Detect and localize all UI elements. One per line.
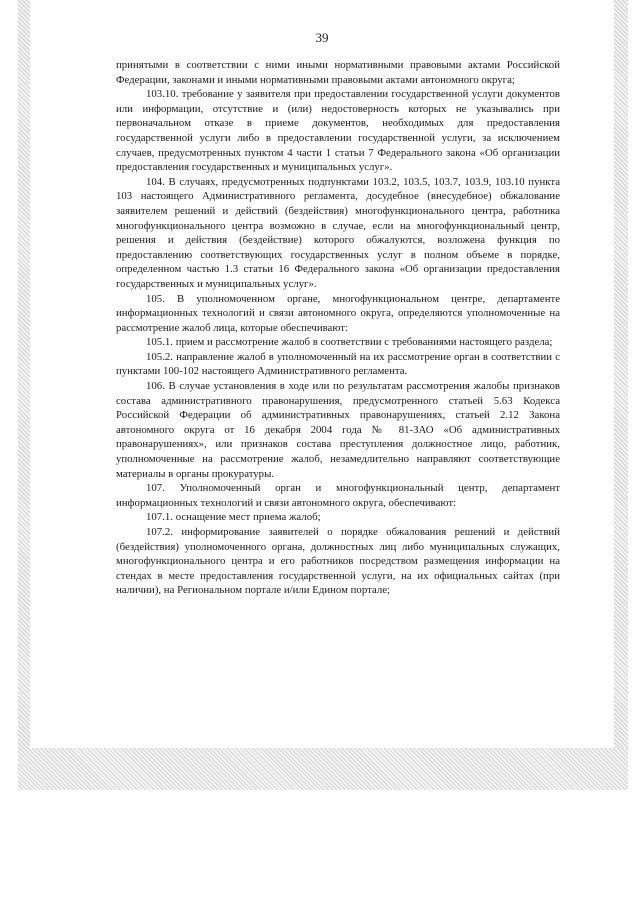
document-body [116, 58, 560, 598]
page-number: 39 [315, 30, 329, 45]
paragraph: принятыми в соответствии с ними иными нормативными правовыми актами Российской Федерации, законами и иными нормативными правовыми актами автономного округа; [116, 59, 560, 86]
paragraph: 105.1. прием и рассмотрение жалоб в соответствии с требованиями настоящего раздела; [146, 336, 553, 349]
document-page [30, 0, 614, 748]
paragraph: 107.1. оснащение мест приема жалоб; [146, 511, 321, 524]
paragraph: 106. В случае установления в ходе или по результатам рассмотрения жалобы признаков состава административного правонарушения, предусмотренного статьей 5.63 Кодекса Российской Федерации об административных правонарушениях, статьей 2.12 Закона автономного округа от 16 декабря 2004 года № 81-ЗАО «Об административных правонарушениях», или признаков состава преступления должностное лицо, работник, уполномоченные на рассмотрение жалоб, незамедлительно направляют соответствующие материалы в органы прокуратуры. [116, 380, 560, 480]
paragraph: 105. В уполномоченном органе, многофункциональном центре, департаменте информационных технологий и связи автономного округа, определяются уполномоченные на рассмотрение жалоб лица, которые обеспечивают: [116, 292, 560, 334]
scan-border-right [614, 0, 628, 790]
paragraph: 105.2. направление жалоб в уполномоченный на их рассмотрение орган в соответствии с пунктами 100-102 настоящего Административного регламента. [116, 350, 560, 378]
scan-border-bottom [18, 748, 628, 790]
paragraph: 107.2. информирование заявителей о порядке обжалования решений и действий (бездействия) уполномоченного органа, должностных лиц либо муниципальных служащих, многофункционального центра и его работников посредством размещения информации на стендах в месте предоставления государственной услуги, на их официальных сайтах (при наличии), на Региональном портале и/или Едином портале; [116, 526, 560, 597]
scan-border-left [18, 0, 30, 790]
paragraph: 104. В случаях, предусмотренных подпунктами 103.2, 103.5, 103.7, 103.9, 103.10 пункта 103 настоящего Административного регламента, досудебное (внесудебное) обжалование заявителем решений и действий (бездействия) многофункционального центра, работника многофункционального центра возможно в случае, если на многофункциональный центр, решения и действия (бездействие) которого обжалуются, возложена функция по предоставлению соответствующих государственных услуг в полном объеме в порядке, определенном частью 1.3 статьи 16 Федерального закона «Об организации предоставления государственных и муниципальных услуг». [116, 175, 560, 290]
paragraph: 107. Уполномоченный орган и многофункциональный центр, департамент информационных технологий и связи автономного округа, обеспечивают: [116, 482, 560, 509]
paragraph: 103.10. требование у заявителя при предоставлении государственной услуги документов или информации, отсутствие и (или) недостоверность которых не указывались при первоначальном отказе в приеме документов, необходимых для предоставления государственной услуги либо в предоставлении государственной услуги, за исключением случаев, предусмотренных пунктом 4 части 1 статьи 7 Федерального закона «Об организации предоставления государственных и муниципальных услуг». [116, 88, 560, 174]
